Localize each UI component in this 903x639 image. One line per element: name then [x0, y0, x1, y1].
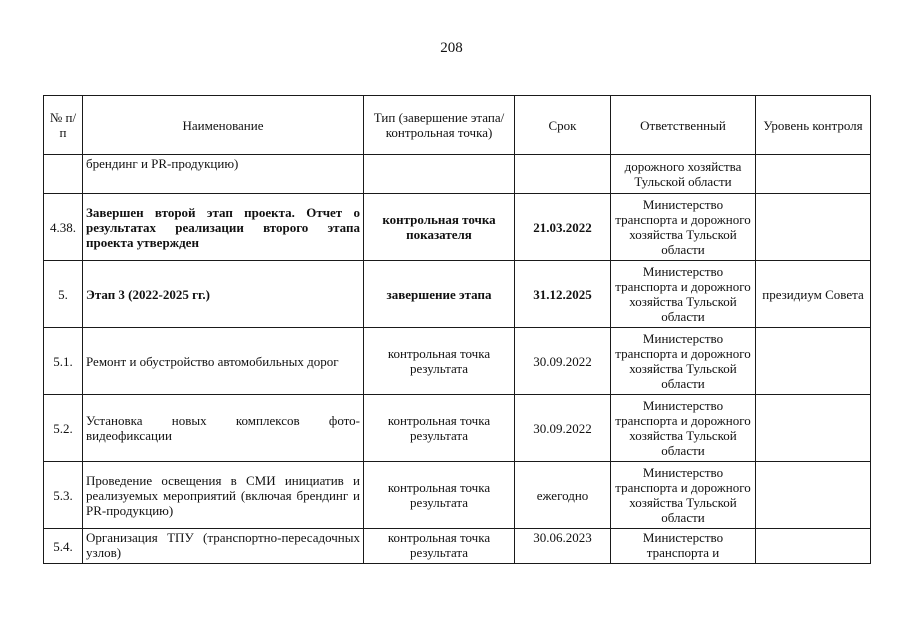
- row-responsible: дорожного хозяйства Тульской области: [611, 155, 756, 194]
- row-name: Завершен второй этап проекта. Отчет о результатах реализации второго этапа проекта утвержден: [83, 194, 364, 261]
- table-row: [44, 155, 871, 194]
- row-responsible: Министерство транспорта и дорожного хозяйства Тульской области: [611, 328, 756, 395]
- row-date: 21.03.2022: [515, 194, 611, 261]
- row-date: 30.06.2023: [515, 529, 611, 564]
- header-name: Наименование: [83, 96, 364, 155]
- row-type: контрольная точка результата: [364, 462, 515, 529]
- row-level: [756, 529, 871, 564]
- row-level: [756, 328, 871, 395]
- row-num: 5.2.: [44, 395, 83, 462]
- header-responsible: Ответственный: [611, 96, 756, 155]
- table-row: [44, 395, 871, 462]
- row-responsible: Министерство транспорта и дорожного хозяйства Тульской области: [611, 194, 756, 261]
- row-responsible: Министерство транспорта и дорожного хозяйства Тульской области: [611, 395, 756, 462]
- row-level: [756, 194, 871, 261]
- row-name: брендинг и PR-продукцию): [83, 155, 364, 194]
- row-type: контрольная точка показателя: [364, 194, 515, 261]
- table-row: [44, 194, 871, 261]
- row-type: контрольная точка результата: [364, 395, 515, 462]
- table-row: [44, 462, 871, 529]
- row-date: 31.12.2025: [515, 261, 611, 328]
- row-responsible: Министерство транспорта и дорожного хозяйства Тульской области: [611, 462, 756, 529]
- header-date: Срок: [515, 96, 611, 155]
- row-level: президиум Совета: [756, 261, 871, 328]
- row-num: [44, 155, 83, 194]
- row-date: [515, 155, 611, 194]
- plan-table: [43, 95, 871, 564]
- table-header-row: [44, 96, 871, 155]
- row-level: [756, 155, 871, 194]
- row-level: [756, 395, 871, 462]
- row-name: Ремонт и обустройство автомобильных дорог: [83, 328, 364, 395]
- row-level: [756, 462, 871, 529]
- row-num: 5.: [44, 261, 83, 328]
- row-responsible: Министерство транспорта и дорожного хозяйства Тульской области: [611, 261, 756, 328]
- header-type: Тип (завершение этапа/контрольная точка): [364, 96, 515, 155]
- row-name: Установка новых комплексов фото-видеофиксации: [83, 395, 364, 462]
- row-date: ежегодно: [515, 462, 611, 529]
- table-row: [44, 261, 871, 328]
- row-name: Проведение освещения в СМИ инициатив и реализуемых мероприятий (включая брендинг и PR-продукцию): [83, 462, 364, 529]
- row-responsible: Министерство транспорта и: [611, 529, 756, 564]
- header-num: № п/п: [44, 96, 83, 155]
- row-name: Организация ТПУ (транспортно-пересадочных узлов): [83, 529, 364, 564]
- table-row: [44, 529, 871, 564]
- row-name: Этап 3 (2022-2025 гг.): [83, 261, 364, 328]
- row-type: контрольная точка результата: [364, 529, 515, 564]
- header-level: Уровень контроля: [756, 96, 871, 155]
- row-num: 5.1.: [44, 328, 83, 395]
- row-num: 5.3.: [44, 462, 83, 529]
- row-num: 5.4.: [44, 529, 83, 564]
- row-type: [364, 155, 515, 194]
- row-type: завершение этапа: [364, 261, 515, 328]
- row-date: 30.09.2022: [515, 395, 611, 462]
- row-num: 4.38.: [44, 194, 83, 261]
- page-number: 208: [440, 40, 463, 56]
- row-date: 30.09.2022: [515, 328, 611, 395]
- table-row: [44, 328, 871, 395]
- row-type: контрольная точка результата: [364, 328, 515, 395]
